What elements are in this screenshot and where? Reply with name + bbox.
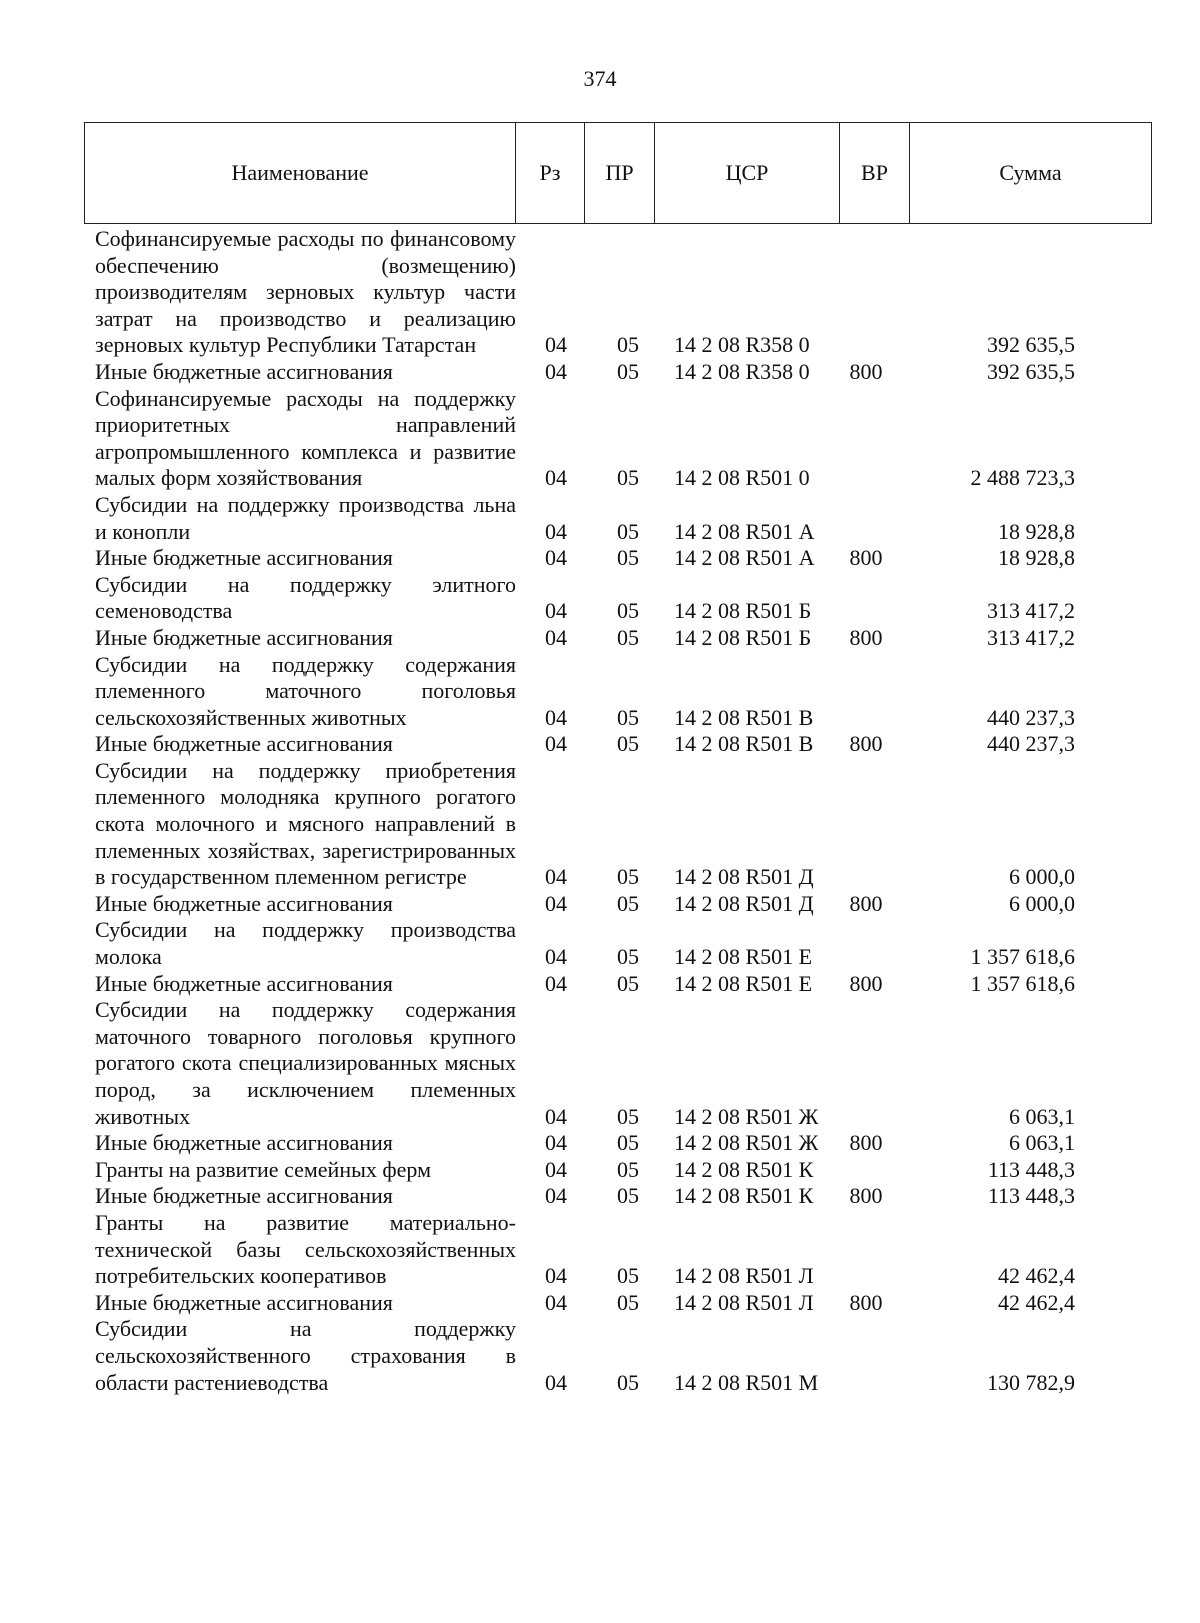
cell-rz: 04	[545, 1369, 567, 1395]
cell-rz: 04	[545, 1156, 567, 1182]
cell-pr: 05	[617, 1183, 639, 1209]
cell-sum: 392 635,5	[987, 332, 1075, 358]
cell-csr: 14 2 08 R501 В	[674, 731, 814, 757]
table-row	[95, 758, 1155, 891]
cell-csr: 14 2 08 R501 Е	[674, 944, 813, 970]
cell-name: Иные бюджетные ассигнования	[95, 890, 393, 916]
cell-name: Субсидии на поддержку содержания маточного товарного поголовья крупного рогатого скота специализированных мясных пород, за исключением племенных животных	[95, 997, 516, 1129]
cell-rz: 04	[545, 1263, 567, 1289]
cell-sum: 1 357 618,6	[970, 970, 1075, 996]
cell-name: Иные бюджетные ассигнования	[95, 731, 393, 757]
cell-csr: 14 2 08 R501 Е	[674, 970, 813, 996]
table-row	[95, 1290, 1155, 1317]
cell-sum: 6 000,0	[1009, 890, 1075, 916]
cell-name: Гранты на развитие семейных ферм	[95, 1156, 431, 1182]
cell-vr: 800	[849, 624, 883, 650]
cell-rz: 04	[545, 545, 567, 571]
cell-vr: 800	[849, 731, 883, 757]
page-number: 374	[583, 66, 617, 91]
cell-name: Гранты на развитие материально-технической базы сельскохозяйственных потребительских кооперативов	[95, 1209, 516, 1289]
cell-sum: 42 462,4	[998, 1263, 1075, 1289]
cell-pr: 05	[617, 1103, 639, 1129]
table-row	[95, 386, 1155, 492]
cell-csr: 14 2 08 R501 Л	[674, 1289, 814, 1315]
cell-csr: 14 2 08 R501 А	[674, 545, 815, 571]
cell-pr: 05	[617, 598, 639, 624]
table-row	[95, 1183, 1155, 1210]
cell-name: Иные бюджетные ассигнования	[95, 970, 393, 996]
cell-rz: 04	[545, 598, 567, 624]
cell-vr: 800	[849, 545, 883, 571]
cell-name: Субсидии на поддержку элитного семеноводства	[95, 571, 516, 624]
cell-name: Субсидии на поддержку приобретения племенного молодняка крупного рогатого скота молочного и мясного направлений в племенных хозяйствах, зарегистрированных в государственном племенном регистре	[95, 757, 516, 890]
cell-csr: 14 2 08 R358 0	[674, 332, 810, 358]
cell-pr: 05	[617, 624, 639, 650]
cell-sum: 130 782,9	[987, 1369, 1075, 1395]
cell-sum: 6 063,1	[1009, 1103, 1075, 1129]
cell-name: Софинансируемые расходы на поддержку приоритетных направлений агропромышленного комплекса и развитие малых форм хозяйствования	[95, 385, 516, 491]
header-name: Наименование	[85, 123, 516, 224]
cell-pr: 05	[617, 1130, 639, 1156]
cell-name: Иные бюджетные ассигнования	[95, 624, 393, 650]
cell-name: Иные бюджетные ассигнования	[95, 358, 393, 384]
cell-csr: 14 2 08 R501 Д	[674, 890, 814, 916]
cell-csr: 14 2 08 R501 К	[674, 1156, 814, 1182]
cell-csr: 14 2 08 R358 0	[674, 358, 810, 384]
header-sum: Сумма	[910, 123, 1152, 224]
cell-name: Иные бюджетные ассигнования	[95, 1289, 393, 1315]
cell-vr: 800	[849, 1183, 883, 1209]
cell-csr: 14 2 08 R501 В	[674, 704, 814, 730]
cell-pr: 05	[617, 890, 639, 916]
cell-pr: 05	[617, 545, 639, 571]
cell-rz: 04	[545, 970, 567, 996]
cell-pr: 05	[617, 332, 639, 358]
cell-rz: 04	[545, 1289, 567, 1315]
cell-pr: 05	[617, 731, 639, 757]
table-row	[95, 731, 1155, 758]
table-row	[95, 652, 1155, 732]
cell-name: Софинансируемые расходы по финансовому обеспечению (возмещению) производителям зерновых культур части затрат на производство и реализацию зерновых культур Республики Татарстан	[95, 226, 516, 358]
cell-pr: 05	[617, 944, 639, 970]
cell-sum: 313 417,2	[987, 624, 1075, 650]
cell-rz: 04	[545, 332, 567, 358]
cell-csr: 14 2 08 R501 Б	[674, 598, 812, 624]
cell-csr: 14 2 08 R501 0	[674, 465, 810, 491]
cell-csr: 14 2 08 R501 А	[674, 518, 815, 544]
cell-rz: 04	[545, 704, 567, 730]
cell-csr: 14 2 08 R501 М	[674, 1369, 819, 1395]
cell-rz: 04	[545, 1130, 567, 1156]
cell-sum: 42 462,4	[998, 1289, 1075, 1315]
cell-csr: 14 2 08 R501 Д	[674, 864, 814, 890]
cell-pr: 05	[617, 970, 639, 996]
cell-pr: 05	[617, 518, 639, 544]
cell-rz: 04	[545, 1103, 567, 1129]
cell-rz: 04	[545, 890, 567, 916]
cell-csr: 14 2 08 R501 Л	[674, 1263, 814, 1289]
table-row	[95, 1157, 1155, 1184]
header-vr: ВР	[840, 123, 910, 224]
cell-sum: 1 357 618,6	[970, 944, 1075, 970]
cell-rz: 04	[545, 731, 567, 757]
cell-csr: 14 2 08 R501 Ж	[674, 1130, 819, 1156]
cell-rz: 04	[545, 358, 567, 384]
cell-rz: 04	[545, 864, 567, 890]
cell-csr: 14 2 08 R501 К	[674, 1183, 814, 1209]
cell-sum: 440 237,3	[987, 731, 1075, 757]
cell-sum: 313 417,2	[987, 598, 1075, 624]
cell-rz: 04	[545, 944, 567, 970]
cell-name: Субсидии на поддержку содержания племенного маточного поголовья сельскохозяйственных животных	[95, 651, 516, 730]
cell-name: Субсидии на поддержку производства молока	[95, 917, 516, 970]
cell-sum: 6 063,1	[1009, 1130, 1075, 1156]
cell-name: Иные бюджетные ассигнования	[95, 1130, 393, 1156]
table-row	[95, 891, 1155, 918]
table-row	[95, 625, 1155, 652]
header-csr: ЦСР	[655, 123, 840, 224]
header-pr: ПР	[585, 123, 655, 224]
cell-name: Субсидии на поддержку производства льна и конопли	[95, 491, 516, 544]
cell-pr: 05	[617, 465, 639, 491]
cell-sum: 2 488 723,3	[970, 465, 1075, 491]
cell-vr: 800	[849, 1289, 883, 1315]
cell-vr: 800	[849, 1130, 883, 1156]
cell-rz: 04	[545, 465, 567, 491]
cell-pr: 05	[617, 864, 639, 890]
cell-name: Субсидии на поддержку сельскохозяйственного страхования в области растениеводства	[95, 1316, 516, 1395]
table-row	[95, 492, 1155, 545]
cell-sum: 113 448,3	[987, 1183, 1075, 1209]
cell-csr: 14 2 08 R501 Ж	[674, 1103, 819, 1129]
cell-csr: 14 2 08 R501 Б	[674, 624, 812, 650]
cell-pr: 05	[617, 704, 639, 730]
table-row	[95, 971, 1155, 998]
cell-sum: 6 000,0	[1009, 864, 1075, 890]
cell-pr: 05	[617, 1263, 639, 1289]
cell-vr: 800	[849, 970, 883, 996]
cell-name: Иные бюджетные ассигнования	[95, 545, 393, 571]
table-row	[95, 359, 1155, 386]
cell-rz: 04	[545, 518, 567, 544]
cell-pr: 05	[617, 1369, 639, 1395]
cell-pr: 05	[617, 1156, 639, 1182]
table-header	[84, 122, 1152, 224]
table-row	[95, 1130, 1155, 1157]
table-row	[95, 997, 1155, 1130]
table-body	[95, 226, 1155, 1396]
table-row	[95, 1210, 1155, 1290]
table-row	[95, 226, 1155, 359]
cell-name: Иные бюджетные ассигнования	[95, 1183, 393, 1209]
table-row	[95, 1316, 1155, 1396]
table-row	[95, 917, 1155, 970]
cell-rz: 04	[545, 624, 567, 650]
header-rz: Рз	[516, 123, 585, 224]
cell-sum: 440 237,3	[987, 704, 1075, 730]
cell-pr: 05	[617, 1289, 639, 1315]
cell-sum: 113 448,3	[987, 1156, 1075, 1182]
cell-vr: 800	[849, 890, 883, 916]
cell-vr: 800	[849, 358, 883, 384]
cell-pr: 05	[617, 358, 639, 384]
cell-sum: 18 928,8	[998, 518, 1075, 544]
cell-sum: 18 928,8	[998, 545, 1075, 571]
cell-rz: 04	[545, 1183, 567, 1209]
cell-sum: 392 635,5	[987, 358, 1075, 384]
table-row	[95, 545, 1155, 572]
table-row	[95, 572, 1155, 625]
